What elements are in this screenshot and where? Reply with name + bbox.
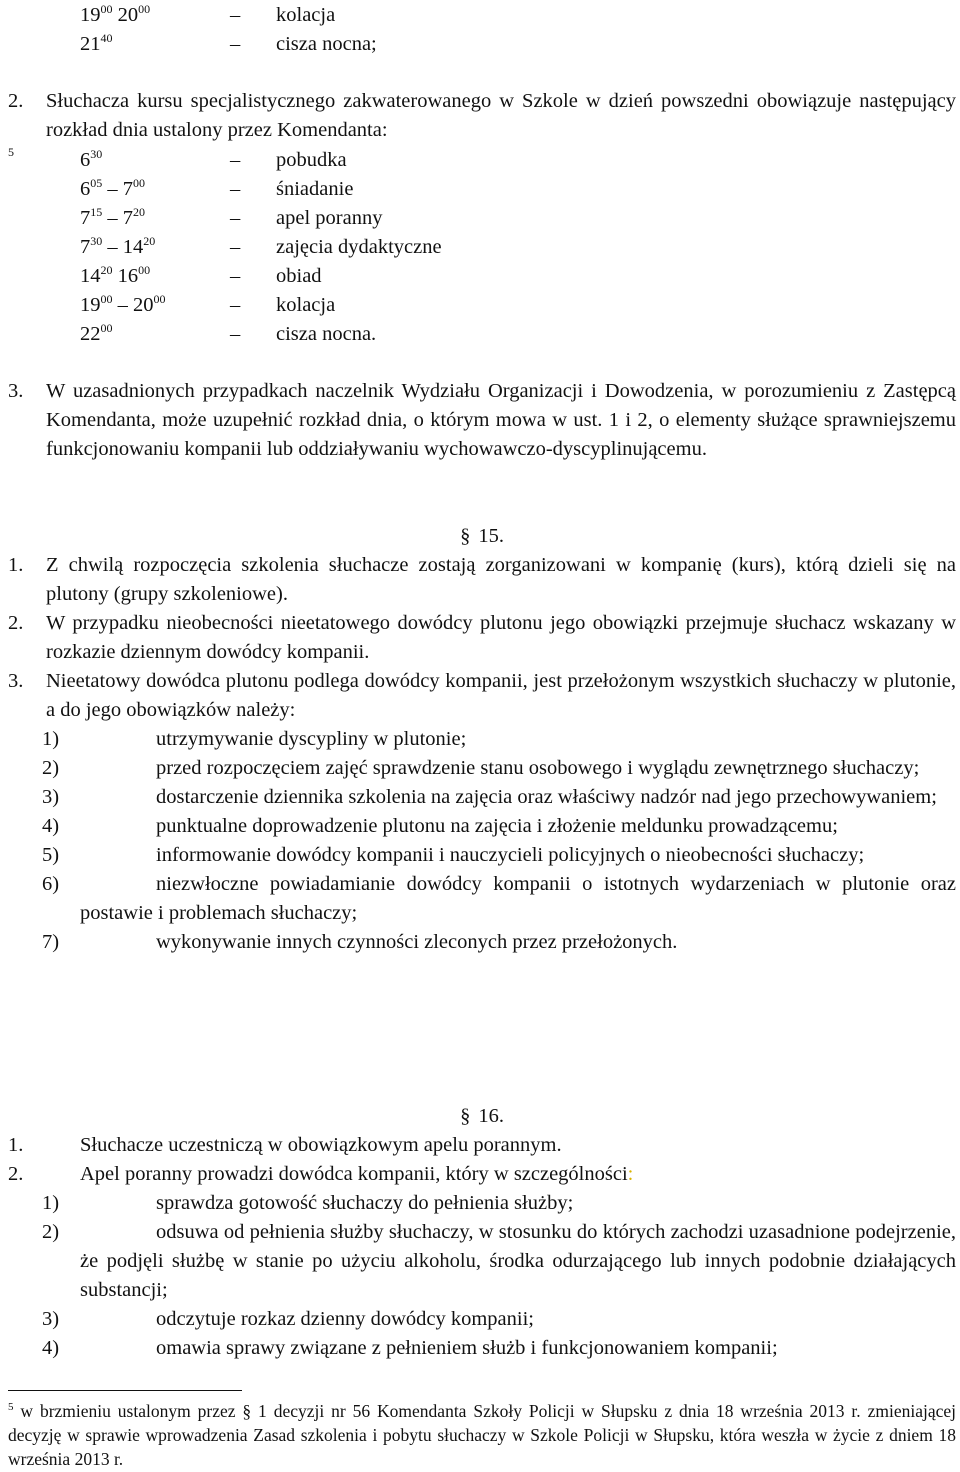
list-item: 3. Nieetatowy dowódca plutonu podlega dowódcy kompanii, jest przełożonym wszystkich słuchaczy w plutonie, a do jego obowiązków należy: [8,670,956,721]
point-2: 2. Słuchacza kursu specjalistycznego zakwaterowanego w Szkole w dzień powszedni obowiązuje następujący rozkład dnia ustalony przez Komendanta: [8,90,956,141]
time-range: $19^{00}$ $20^{00}$ [80,2,151,26]
point-2-text: Słuchacza kursu specjalistycznego zakwaterowanego w Szkole w dzień powszedni obowiązuje następujący rozkład dnia ustalony przez Komendanta: [46,90,956,141]
list-item: 1. Z chwilą rozpoczęcia szkolenia słuchacze zostają zorganizowani w kompanię (kurs), którą dzieli się na plutony (grupy szkoleniowe). [8,554,956,605]
section-16-title: § 16. [460,1105,504,1127]
point-3-text: W uzasadnionych przypadkach naczelnik Wydziału Organizacji i Dowodzenia, w porozumieniu z Zastępcą Komendanta, może uzupełnić rozkład dnia, o którym mowa w ust. 1 i 2, o elementy służące sprawniejszemu funkcjonowaniu kompanii lub oddziaływaniu wychowawczo-dyscyplinującemu. [46,380,956,460]
list-item: 2. Apel poranny prowadzi dowódca kompanii, który w szczególności: [8,1163,634,1185]
sub-item: 5) informowanie dowódcy kompanii i nauczycieli policyjnych o nieobecności słuchaczy; [42,844,865,866]
activity: kolacja [276,4,336,26]
footnote-marker: 5 [8,145,14,159]
footnote-text: w brzmieniu ustalonym przez § 1 decyzji nr 56 Komendanta Szkoły Policji w Słupsku z dnia 18 września 2013 r. zmieniającej decyzję w sprawie wprowadzenia Zasad szkolenia i pobytu słuchaczy w Szkole Policji w Słupsku, która weszła w życie z dniem 18 września 2013 r. [8,1401,956,1469]
sub-item: 4) punktualne doprowadzenie plutonu na zajęcia i złożenie meldunku prowadzącemu; [42,815,838,837]
activity: cisza nocna; [276,33,377,55]
sub-item: 3) odczytuje rozkaz dzienny dowódcy kompanii; [42,1308,534,1330]
section-15-title: § 15. [460,525,504,547]
point-3: 3. W uzasadnionych przypadkach naczelnik Wydziału Organizacji i Dowodzenia, w porozumieniu z Zastępcą Komendanta, może uzupełnić rozkład dnia, o którym mowa w ust. 1 i 2, o elementy służące sprawniejszemu funkcjonowaniu kompanii lub oddziaływaniu wychowawczo-dyscyplinującemu. [8,380,956,460]
sub-item: 6) niezwłoczne powiadamianie dowódcy kompanii o istotnych wydarzeniach w plutonie oraz postawie i problemach słuchaczy; [42,873,956,924]
footnote-marker: 5 [8,1401,14,1413]
section-16 [8,1102,956,1363]
sub-item: 3) dostarczenie dziennika szkolenia na zajęcia oraz właściwy nadzór nad jego przechowywaniem; [42,786,937,808]
section-15 [8,522,956,957]
sub-item: 1) utrzymywanie dyscypliny w plutonie; [42,728,467,750]
sub-item: 4) omawia sprawy związane z pełnieniem służb i funkcjonowaniem kompanii; [42,1337,778,1359]
footnote [8,1399,956,1471]
sub-item: 1) sprawdza gotowość słuchaczy do pełnienia służby; [42,1192,574,1214]
sub-item: 2) przed rozpoczęciem zajęć sprawdzenie stanu osobowego i wyglądu zewnętrznego słuchaczy; [42,757,920,779]
time-range: $21^{40}$ [80,31,113,55]
sub-item: 2) odsuwa od pełnienia służby słuchaczy, w stosunku do których zachodzi uzasadnione podejrzenie, że podjęli służbę w stanie po użyciu alkoholu, środka odurzającego lub innych podobnie działających substancji; [42,1221,956,1301]
footnote-separator [8,1390,242,1391]
list-item: 2. W przypadku nieobecności nieetatowego dowódcy plutonu jego obowiązki przejmuje słuchacz wskazany w rozkazie dziennym dowódcy kompanii. [8,612,956,663]
list-item: 1. Słuchacze uczestniczą w obowiązkowym apelu porannym. [8,1134,562,1156]
sub-item: 7) wykonywanie innych czynności zleconych przez przełożonych. [42,931,678,953]
